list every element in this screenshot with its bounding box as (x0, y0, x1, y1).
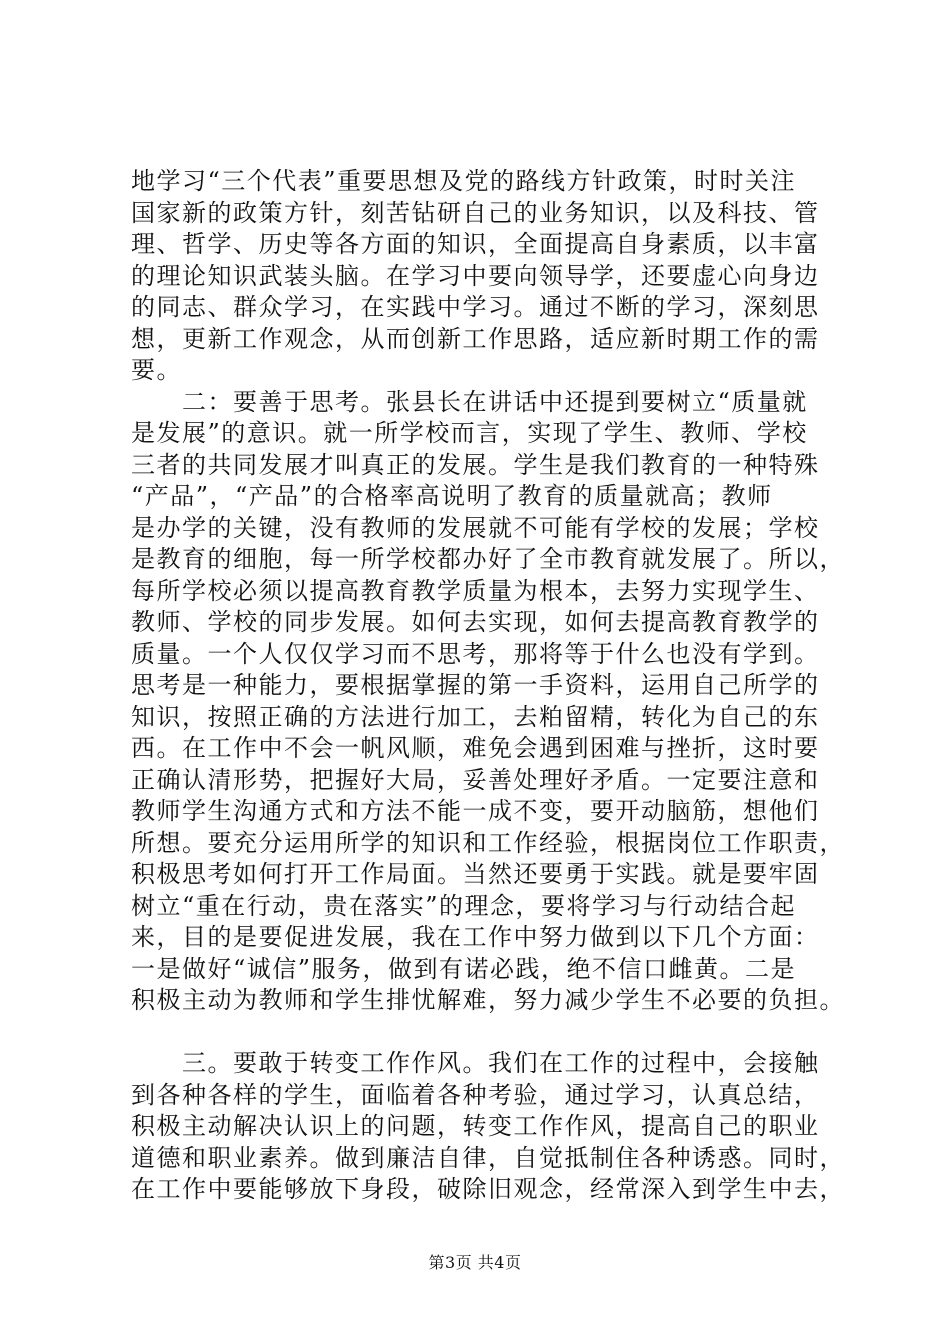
text-line: 在工作中要能够放下身段，破除旧观念，经常深入到学生中去， (131, 1175, 845, 1203)
text-line: 思考是一种能力，要根据掌握的第一手资料，运用自己所学的 (131, 671, 820, 699)
page-footer: 第3页 共4页 (428, 1253, 522, 1272)
text-line: 的理论知识武装头脑。在学习中要向领导学，还要虚心向身边 (131, 261, 820, 290)
text-line: 树立“重在行动，贵在落实”的理念，要将学习与行动结合起 (131, 891, 797, 920)
text-line: “产品”，“产品”的合格率高说明了教育的质量就高；教师 (131, 482, 773, 510)
text-line: 是办学的关键，没有教师的发展就不可能有学校的发展；学校 (131, 513, 820, 542)
text-line: 道德和职业素养。做到廉洁自律，自觉抵制住各种诱惑。同时， (131, 1143, 845, 1172)
text-line: 三者的共同发展才叫真正的发展。学生是我们教育的一种特殊 (131, 450, 820, 479)
text-line: 积极主动为教师和学生排忧解难，努力减少学生不必要的负担。 (131, 986, 845, 1014)
text-line: 地学习“三个代表”重要思想及党的路线方针政策，时时关注 (131, 167, 797, 195)
text-line: 西。在工作中不会一帆风顺，难免会遇到困难与挫折，这时要 (131, 734, 820, 762)
text-line: 每所学校必须以提高教育教学质量为根本，去努力实现学生、 (131, 576, 820, 605)
text-line: 是发展”的意识。就一所学校而言，实现了学生、教师、学校 (131, 419, 808, 447)
text-line: 质量。一个人仅仅学习而不思考，那将等于什么也没有学到。 (131, 639, 820, 668)
text-line: 来，目的是要促进发展，我在工作中努力做到以下几个方面： (131, 923, 820, 951)
text-line: 二：要善于思考。张县长在讲话中还提到要树立“质量就 (131, 387, 808, 416)
body-text (131, 166, 851, 1206)
text-line: 知识，按照正确的方法进行加工，去粕留精，转化为自己的东 (131, 702, 820, 731)
text-line: 想，更新工作观念，从而创新工作思路，适应新时期工作的需 (131, 324, 820, 353)
text-line: 正确认清形势，把握好大局，妥善处理好矛盾。一定要注意和 (131, 765, 820, 794)
text-line: 是教育的细胞，每一所学校都办好了全市教育就发展了。所以， (131, 545, 845, 573)
text-block-1 (131, 166, 851, 1017)
text-line: 到各种各样的学生，面临着各种考验，通过学习，认真总结， (131, 1080, 820, 1109)
text-line: 要。 (131, 356, 182, 384)
text-line: 一是做好“诚信”服务，做到有诺必践，绝不信口雌黄。二是 (131, 954, 797, 983)
text-line: 积极主动解决认识上的问题，转变工作作风，提高自己的职业 (131, 1112, 820, 1140)
text-line: 的同志、群众学习，在实践中学习。通过不断的学习，深刻思 (131, 293, 820, 321)
text-line: 所想。要充分运用所学的知识和工作经验，根据岗位工作职责， (131, 828, 845, 857)
text-block-2 (131, 1048, 851, 1206)
text-line: 积极思考如何打开工作局面。当然还要勇于实践。就是要牢固 (131, 860, 820, 888)
paragraph-gap (131, 1017, 851, 1049)
text-line: 三。要敢于转变工作作风。我们在工作的过程中，会接触 (131, 1049, 820, 1077)
text-line: 教师学生沟通方式和方法不能一成不变，要开动脑筋，想他们 (131, 797, 820, 825)
text-line: 理、哲学、历史等各方面的知识，全面提高自身素质，以丰富 (131, 230, 820, 258)
text-line: 教师、学校的同步发展。如何去实现，如何去提高教育教学的 (131, 608, 820, 636)
text-line: 国家新的政策方针，刻苦钻研自己的业务知识，以及科技、管 (131, 198, 820, 227)
